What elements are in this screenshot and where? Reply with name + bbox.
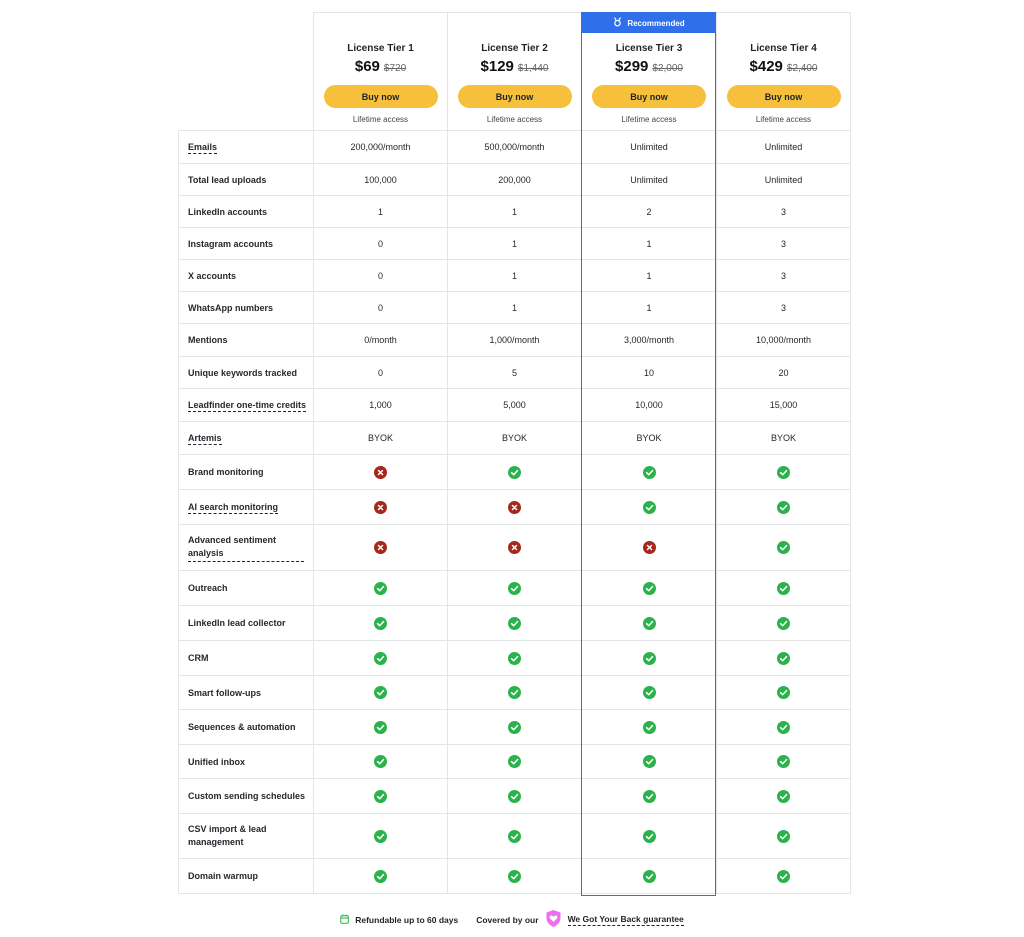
check-icon xyxy=(374,790,387,803)
tier-value xyxy=(717,641,851,676)
tier-value xyxy=(314,859,448,894)
comparison-table xyxy=(178,12,851,894)
feature-label xyxy=(179,324,314,357)
feature-row xyxy=(179,164,851,196)
feature-text: Total lead uploads xyxy=(188,174,267,185)
tier-value xyxy=(314,606,448,641)
tier-value: 1 xyxy=(448,292,582,324)
tier-value xyxy=(448,745,582,779)
lifetime-access-note: Lifetime access xyxy=(352,115,409,124)
feature-row xyxy=(179,455,851,490)
tier-value: 1 xyxy=(582,292,717,324)
check-icon xyxy=(508,870,521,883)
tier-value xyxy=(582,814,717,859)
check-icon xyxy=(508,721,521,734)
tier-value xyxy=(448,814,582,859)
tier-value xyxy=(448,490,582,525)
check-icon xyxy=(777,790,790,803)
check-icon xyxy=(643,755,656,768)
check-icon xyxy=(643,686,656,699)
tier-value: 200,000/month xyxy=(314,131,448,164)
feature-text: CRM xyxy=(188,653,209,663)
check-icon xyxy=(508,617,521,630)
feature-tooltip-label[interactable]: AI search monitoring xyxy=(188,502,279,512)
feature-tooltip-label[interactable]: Advanced sentiment analysis xyxy=(188,534,304,562)
check-icon xyxy=(643,830,656,843)
tier-value xyxy=(582,676,717,710)
feature-text: Smart follow-ups xyxy=(188,687,262,698)
tier-value xyxy=(582,779,717,814)
tier-value xyxy=(448,859,582,894)
feature-label xyxy=(179,571,314,606)
feature-text: LinkedIn accounts xyxy=(188,206,268,217)
tier-value: 10,000/month xyxy=(717,324,851,357)
tier-value xyxy=(314,455,448,490)
check-icon xyxy=(777,755,790,768)
pricing-comparison xyxy=(178,12,850,894)
tier-value: 0 xyxy=(314,357,448,389)
tier-value xyxy=(717,606,851,641)
check-icon xyxy=(777,582,790,595)
feature-row xyxy=(179,260,851,292)
feature-label xyxy=(179,641,314,676)
tier-value xyxy=(314,676,448,710)
check-icon xyxy=(374,582,387,595)
tier-price: $429 xyxy=(749,58,783,75)
recommended-banner xyxy=(582,13,716,33)
feature-row xyxy=(179,490,851,525)
tier-value: 1 xyxy=(582,228,717,260)
feature-rows xyxy=(179,131,851,894)
tier-value xyxy=(582,455,717,490)
check-icon xyxy=(374,652,387,665)
check-icon xyxy=(508,466,521,479)
cross-icon xyxy=(374,501,387,514)
tier-name: License Tier 4 xyxy=(750,43,817,54)
tier-old-price: $720 xyxy=(383,63,407,74)
tier-value: 100,000 xyxy=(314,164,448,196)
tier-header-1 xyxy=(314,13,448,131)
check-icon xyxy=(508,582,521,595)
feature-label xyxy=(179,779,314,814)
tier-price: $299 xyxy=(615,58,649,75)
feature-row xyxy=(179,710,851,745)
tier-value: 1 xyxy=(314,196,448,228)
tier-value: 5,000 xyxy=(448,389,582,422)
refund-info xyxy=(340,914,458,926)
tier-name: License Tier 1 xyxy=(347,43,414,54)
check-icon xyxy=(777,541,790,554)
tier-value xyxy=(717,745,851,779)
feature-label xyxy=(179,196,314,228)
check-icon xyxy=(508,652,521,665)
tier-value: 1 xyxy=(448,228,582,260)
check-icon xyxy=(777,721,790,734)
cross-icon xyxy=(374,466,387,479)
tier-name: License Tier 2 xyxy=(481,43,548,54)
recommended-label: Recommended xyxy=(627,18,685,28)
feature-row xyxy=(179,357,851,389)
feature-label xyxy=(179,389,314,422)
tier-value: 200,000 xyxy=(448,164,582,196)
tier-value xyxy=(448,606,582,641)
lifetime-access-note: Lifetime access xyxy=(755,115,812,124)
covered-text: Covered by our xyxy=(476,914,539,925)
feature-label xyxy=(179,422,314,455)
check-icon xyxy=(374,686,387,699)
tier-value: Unlimited xyxy=(717,131,851,164)
tier-old-price: $1,440 xyxy=(517,63,549,74)
check-icon xyxy=(643,652,656,665)
tier-value: Unlimited xyxy=(582,131,717,164)
feature-label xyxy=(179,606,314,641)
check-icon xyxy=(374,617,387,630)
feature-text: Brand monitoring xyxy=(188,467,264,477)
lifetime-access-note: Lifetime access xyxy=(621,115,677,124)
buy-now-button[interactable]: Buy now xyxy=(324,85,438,108)
check-icon xyxy=(777,617,790,630)
feature-text: Sequences & automation xyxy=(188,722,296,732)
tier-value xyxy=(717,710,851,745)
cross-icon xyxy=(508,501,521,514)
tier-value xyxy=(582,859,717,894)
check-icon xyxy=(643,501,656,514)
tier-value xyxy=(448,779,582,814)
tier-price: $129 xyxy=(480,58,514,75)
check-icon xyxy=(508,830,521,843)
feature-text: Outreach xyxy=(188,583,228,593)
tier-value xyxy=(314,641,448,676)
tier-value xyxy=(582,710,717,745)
tier-price: $69 xyxy=(354,58,380,75)
feature-tooltip-label[interactable]: Emails xyxy=(188,142,218,152)
tier-value xyxy=(448,676,582,710)
tier-value: 3 xyxy=(717,292,851,324)
calendar-icon xyxy=(340,914,349,926)
feature-row xyxy=(179,779,851,814)
tier-value xyxy=(314,779,448,814)
feature-label xyxy=(179,490,314,525)
tier-value: 20 xyxy=(717,357,851,389)
tier-value: 1 xyxy=(448,260,582,292)
tier-header-4 xyxy=(717,13,851,131)
check-icon xyxy=(508,686,521,699)
feature-label xyxy=(179,676,314,710)
feature-row xyxy=(179,525,851,571)
feature-text: LinkedIn lead collector xyxy=(188,618,286,628)
feature-row xyxy=(179,606,851,641)
check-icon xyxy=(777,466,790,479)
feature-row xyxy=(179,571,851,606)
tier-value xyxy=(582,606,717,641)
check-icon xyxy=(777,686,790,699)
feature-text: Unique keywords tracked xyxy=(188,367,298,378)
buy-now-button[interactable]: Buy now xyxy=(458,85,572,108)
check-icon xyxy=(777,870,790,883)
feature-label xyxy=(179,814,314,859)
feature-text: Instagram accounts xyxy=(188,238,274,249)
feature-tooltip-label[interactable]: Artemis xyxy=(188,433,222,443)
feature-row xyxy=(179,389,851,422)
tier-value xyxy=(582,571,717,606)
tier-value: 3 xyxy=(717,196,851,228)
tier-value xyxy=(582,745,717,779)
buy-now-button[interactable]: Buy now xyxy=(592,85,706,108)
tier-value: BYOK xyxy=(717,422,851,455)
tier-old-price: $2,000 xyxy=(652,63,683,74)
check-icon xyxy=(777,501,790,514)
tier-value: 0/month xyxy=(314,324,448,357)
check-icon xyxy=(508,790,521,803)
check-icon xyxy=(374,721,387,734)
tier-value xyxy=(582,490,717,525)
feature-label xyxy=(179,292,314,324)
tier-value xyxy=(717,525,851,571)
feature-text: WhatsApp numbers xyxy=(188,302,274,313)
tier-value: 0 xyxy=(314,228,448,260)
tier-value xyxy=(717,455,851,490)
check-icon xyxy=(643,870,656,883)
tier-value xyxy=(314,571,448,606)
tier-value xyxy=(717,490,851,525)
tier-value xyxy=(314,710,448,745)
tier-value xyxy=(717,779,851,814)
feature-text: Custom sending schedules xyxy=(188,791,306,801)
tier-value: 15,000 xyxy=(717,389,851,422)
feature-label xyxy=(179,131,314,164)
tier-value xyxy=(448,641,582,676)
check-icon xyxy=(374,830,387,843)
check-icon xyxy=(643,790,656,803)
tier-value xyxy=(448,525,582,571)
feature-label xyxy=(179,745,314,779)
tier-value: BYOK xyxy=(448,422,582,455)
tier-header-row xyxy=(179,13,851,131)
tier-value: 5 xyxy=(448,357,582,389)
tier-value: Unlimited xyxy=(717,164,851,196)
feature-row xyxy=(179,745,851,779)
tier-value xyxy=(448,455,582,490)
tier-header-2 xyxy=(448,13,582,131)
feature-label xyxy=(179,260,314,292)
lifetime-access-note: Lifetime access xyxy=(486,115,543,124)
feature-row xyxy=(179,324,851,357)
tier-value: 3,000/month xyxy=(582,324,717,357)
tier-value: 0 xyxy=(314,260,448,292)
feature-row xyxy=(179,641,851,676)
corner-cell xyxy=(179,13,314,131)
feature-row xyxy=(179,292,851,324)
tier-value: BYOK xyxy=(582,422,717,455)
check-icon xyxy=(643,466,656,479)
tier-value: 3 xyxy=(717,260,851,292)
tier-value xyxy=(448,571,582,606)
feature-label xyxy=(179,710,314,745)
tier-value xyxy=(582,525,717,571)
feature-label xyxy=(179,525,314,571)
check-icon xyxy=(777,830,790,843)
feature-text: Unified inbox xyxy=(188,756,245,767)
feature-label xyxy=(179,859,314,894)
tier-value: Unlimited xyxy=(582,164,717,196)
check-icon xyxy=(374,870,387,883)
refund-text: Refundable up to 60 days xyxy=(355,914,459,925)
feature-label xyxy=(179,455,314,490)
check-icon xyxy=(643,617,656,630)
check-icon xyxy=(643,721,656,734)
tier-value xyxy=(314,745,448,779)
tier-value: 1 xyxy=(448,196,582,228)
tier-value: 3 xyxy=(717,228,851,260)
check-icon xyxy=(374,755,387,768)
guarantee-link[interactable]: We Got Your Back guarantee xyxy=(567,913,684,924)
tier-value xyxy=(717,676,851,710)
feature-text: Domain warmup xyxy=(188,871,259,881)
feature-text: X accounts xyxy=(188,270,237,281)
feature-label xyxy=(179,164,314,196)
cross-icon xyxy=(374,541,387,554)
tier-value xyxy=(717,814,851,859)
tier-value: 0 xyxy=(314,292,448,324)
feature-row xyxy=(179,228,851,260)
feature-label xyxy=(179,357,314,389)
badge-icon xyxy=(613,17,622,29)
feature-row xyxy=(179,859,851,894)
feature-label xyxy=(179,228,314,260)
tier-value xyxy=(314,490,448,525)
feature-row xyxy=(179,422,851,455)
cross-icon xyxy=(643,541,656,554)
heart-shield-icon xyxy=(545,909,562,930)
feature-text: CSV import & lead management xyxy=(188,824,267,847)
tier-value: 2 xyxy=(582,196,717,228)
tier-value: 10,000 xyxy=(582,389,717,422)
tier-old-price: $2,400 xyxy=(786,63,818,74)
tier-header-3 xyxy=(582,13,717,131)
feature-row xyxy=(179,676,851,710)
tier-value xyxy=(717,571,851,606)
guarantee-footer xyxy=(0,909,1024,930)
tier-value: 1 xyxy=(582,260,717,292)
tier-value: BYOK xyxy=(314,422,448,455)
tier-value: 10 xyxy=(582,357,717,389)
tier-value xyxy=(582,641,717,676)
tier-value xyxy=(314,814,448,859)
check-icon xyxy=(643,582,656,595)
feature-text: Mentions xyxy=(188,335,228,345)
tier-value xyxy=(314,525,448,571)
tier-value: 500,000/month xyxy=(448,131,582,164)
tier-value: 1,000 xyxy=(314,389,448,422)
feature-row xyxy=(179,196,851,228)
tier-value xyxy=(717,859,851,894)
buy-now-button[interactable]: Buy now xyxy=(727,85,841,108)
tier-value: 1,000/month xyxy=(448,324,582,357)
check-icon xyxy=(508,755,521,768)
feature-row xyxy=(179,814,851,859)
tier-name: License Tier 3 xyxy=(615,43,683,54)
feature-row xyxy=(179,131,851,164)
tier-value xyxy=(448,710,582,745)
guarantee-info xyxy=(476,909,684,930)
feature-tooltip-label[interactable]: Leadfinder one-time credits xyxy=(188,400,307,410)
cross-icon xyxy=(508,541,521,554)
check-icon xyxy=(777,652,790,665)
